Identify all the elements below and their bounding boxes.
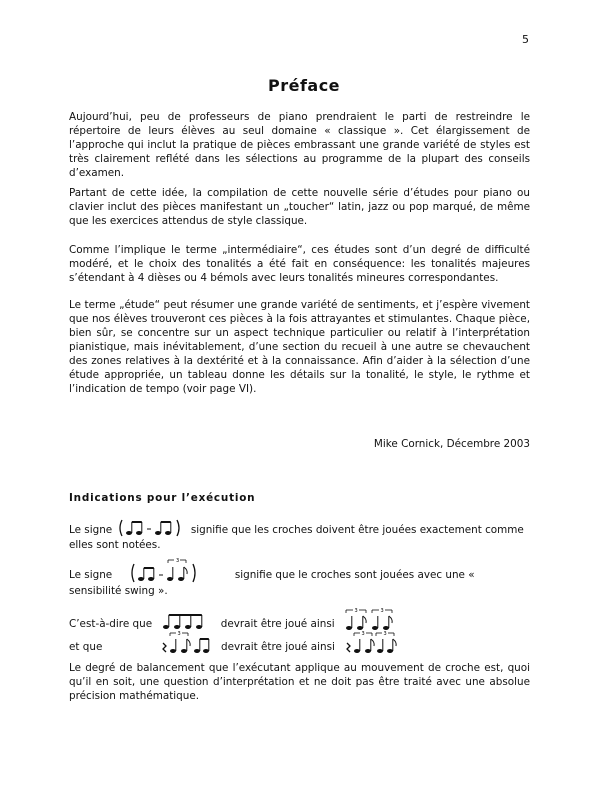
example-line-2 (69, 630, 400, 656)
indication-straight (69, 518, 530, 552)
closing-paragraph: Le degré de balancement que l’exécutant applique au mouvement de croche est, quoi qu’il en soit, une question d’interprétation et ne doit pas être traité avec une absolue précision mathématique. (69, 662, 530, 702)
four-eighths-notation (161, 612, 211, 632)
paragraph-1: Aujourd’hui, peu de professeurs de piano prendraient le parti de restreindre le répertoire de leurs élèves au seul domaine « classique ». Cet élargissement de l’approche qui inclut la pratique de pièces embrassant une grande variété de styles est très clairement reflété dans les sélections au programme de la plupart des conseils d’examen. (69, 111, 530, 179)
straight-eighths-notation (118, 518, 186, 538)
indications-heading: Indications pour l’exécution (69, 492, 256, 504)
paragraph-2: Partant de cette idée, la compilation de cette nouvelle série d’études pour piano ou clavier inclut des pièces manifestant un „toucher“ latin, jazz ou pop marqué, de même que les exercices attendus de style classique. (69, 187, 530, 227)
svg-text:3: 3 (383, 631, 387, 637)
signe1-text: signifie que les croches doivent être jouées exactement comme elles sont notées. (69, 524, 524, 551)
svg-text:3: 3 (177, 631, 181, 637)
signature: Mike Cornick, Décembre 2003 (373, 438, 530, 450)
page-number: 5 (522, 33, 529, 46)
rest-triplet-notation (160, 630, 212, 656)
indication-swing (69, 556, 530, 598)
signe2-text: signifie que le croches sont jouées avec une « sensibilité swing ». (69, 569, 475, 597)
paragraph-4: Le terme „étude“ peut résumer une grande variété de sentiments, et j’espère vivement que nos élèves trouveront ces pièces à la fois attrayantes et stimulantes. Chaque pièce, bien sûr, se concentre sur un aspect technique particulier ou relatif à l’interprétation pianistique, mais inévitablement, d’une section du recueil à une autre se chevauchent des zones relatives à la dextérité et à la connaissance. Afin d’aider à la sélection d’une étude appropriée, un tableau donne les détails sur la tonalité, le style, le rythme et l’indication de tempo (voir page VI). (69, 299, 530, 395)
svg-text:3: 3 (354, 608, 358, 614)
signe1-prefix: Le signe (69, 524, 113, 536)
svg-text:3: 3 (361, 631, 365, 637)
line3-mid: devrait être joué ainsi (220, 618, 335, 630)
swing-eighths-notation (130, 556, 210, 584)
line4-mid: devrait être joué ainsi (220, 641, 335, 653)
svg-text:3: 3 (380, 608, 384, 614)
rest-swing-triplets-notation (344, 630, 400, 656)
signe2-prefix: Le signe (69, 569, 113, 581)
svg-text:3: 3 (175, 558, 179, 564)
line3-prefix: C’est-à-dire que (69, 618, 153, 630)
line4-prefix: et que (69, 641, 103, 653)
paragraph-3: Comme l’implique le terme „intermédiaire“, ces études sont d’un degré de difficulté modéré, et le choix des tonalités a été fait en conséquence: les tonalités majeures s’étendant à 4 dièses ou 4 bémols avec leurs tonalités mineures correspondantes. (69, 244, 530, 284)
page-title: Préface (267, 76, 341, 95)
